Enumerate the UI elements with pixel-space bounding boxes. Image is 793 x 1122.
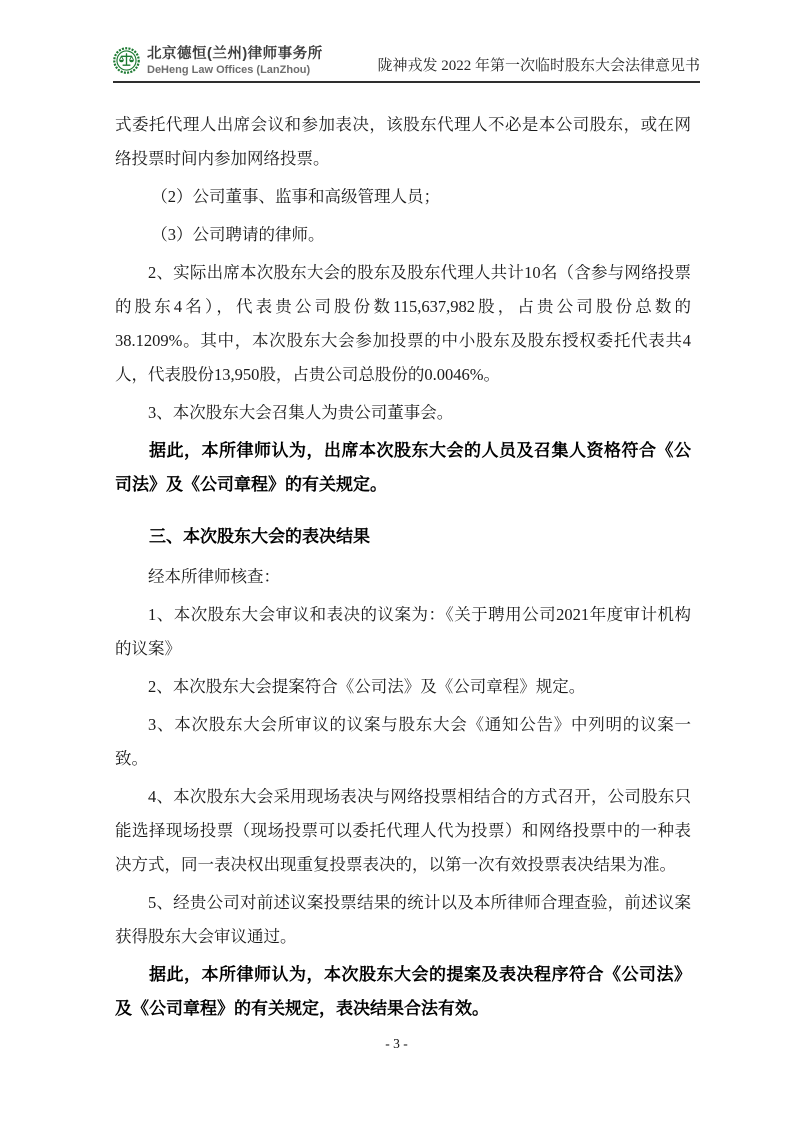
body-paragraph: 2、实际出席本次股东大会的股东及股东代理人共计10名（含参与网络投票的股东4名），代表贵公司股份数115,637,982股，占贵公司股份总数的38.1209%。其中，本次股东大会参加投票的中小股东及股东授权委托代表共4人，代表股份13,950股，占贵公司总股份的0.0046%。 (115, 263, 691, 384)
body-paragraph: 5、经贵公司对前述议案投票结果的统计以及本所律师合理查验，前述议案获得股东大会审议通过。 (115, 893, 691, 946)
scales-of-justice-seal-icon (113, 47, 140, 74)
body-paragraph: 4、本次股东大会采用现场表决与网络投票相结合的方式召开，公司股东只能选择现场投票（现场投票可以委托代理人代为投票）和网络投票中的一种表决方式，同一表决权出现重复投票表决的，以第一次有效投票表决结果为准。 (115, 787, 691, 874)
body-paragraph: 2、本次股东大会提案符合《公司法》及《公司章程》规定。 (148, 677, 586, 696)
document-title: 陇神戎发 2022 年第一次临时股东大会法律意见书 (377, 58, 700, 74)
law-firm-brand (113, 46, 323, 76)
section-heading: 三、本次股东大会的表决结果 (149, 527, 370, 546)
list-item-2: （2）公司董事、监事和高级管理人员； (151, 187, 441, 206)
firm-name-cn: 北京德恒(兰州)律师事务所 (147, 46, 323, 62)
body-paragraph: 经本所律师核查： (148, 567, 280, 586)
lawyer-conclusion-paragraph: 据此，本所律师认为，出席本次股东大会的人员及召集人资格符合《公司法》及《公司章程》的有关规定。 (115, 441, 691, 494)
list-item-3: （3）公司聘请的律师。 (151, 225, 325, 244)
page-number: - 3 - (385, 1036, 408, 1051)
body-paragraph: 1、本次股东大会审议和表决的议案为：《关于聘用公司2021年度审计机构的议案》 (115, 605, 691, 658)
body-paragraph: 3、本次股东大会所审议的议案与股东大会《通知公告》中列明的议案一致。 (115, 715, 691, 768)
lawyer-conclusion-paragraph: 据此，本所律师认为，本次股东大会的提案及表决程序符合《公司法》及《公司章程》的有关规定，表决结果合法有效。 (115, 965, 691, 1018)
body-paragraph: 3、本次股东大会召集人为贵公司董事会。 (148, 403, 454, 422)
page-header (113, 46, 700, 83)
firm-name-en: DeHeng Law Offices (LanZhou) (147, 64, 311, 76)
body-paragraph: 式委托代理人出席会议和参加表决，该股东代理人不必是本公司股东，或在网络投票时间内参加网络投票。 (115, 115, 691, 168)
header-divider (113, 81, 700, 83)
document-body (115, 108, 691, 1030)
